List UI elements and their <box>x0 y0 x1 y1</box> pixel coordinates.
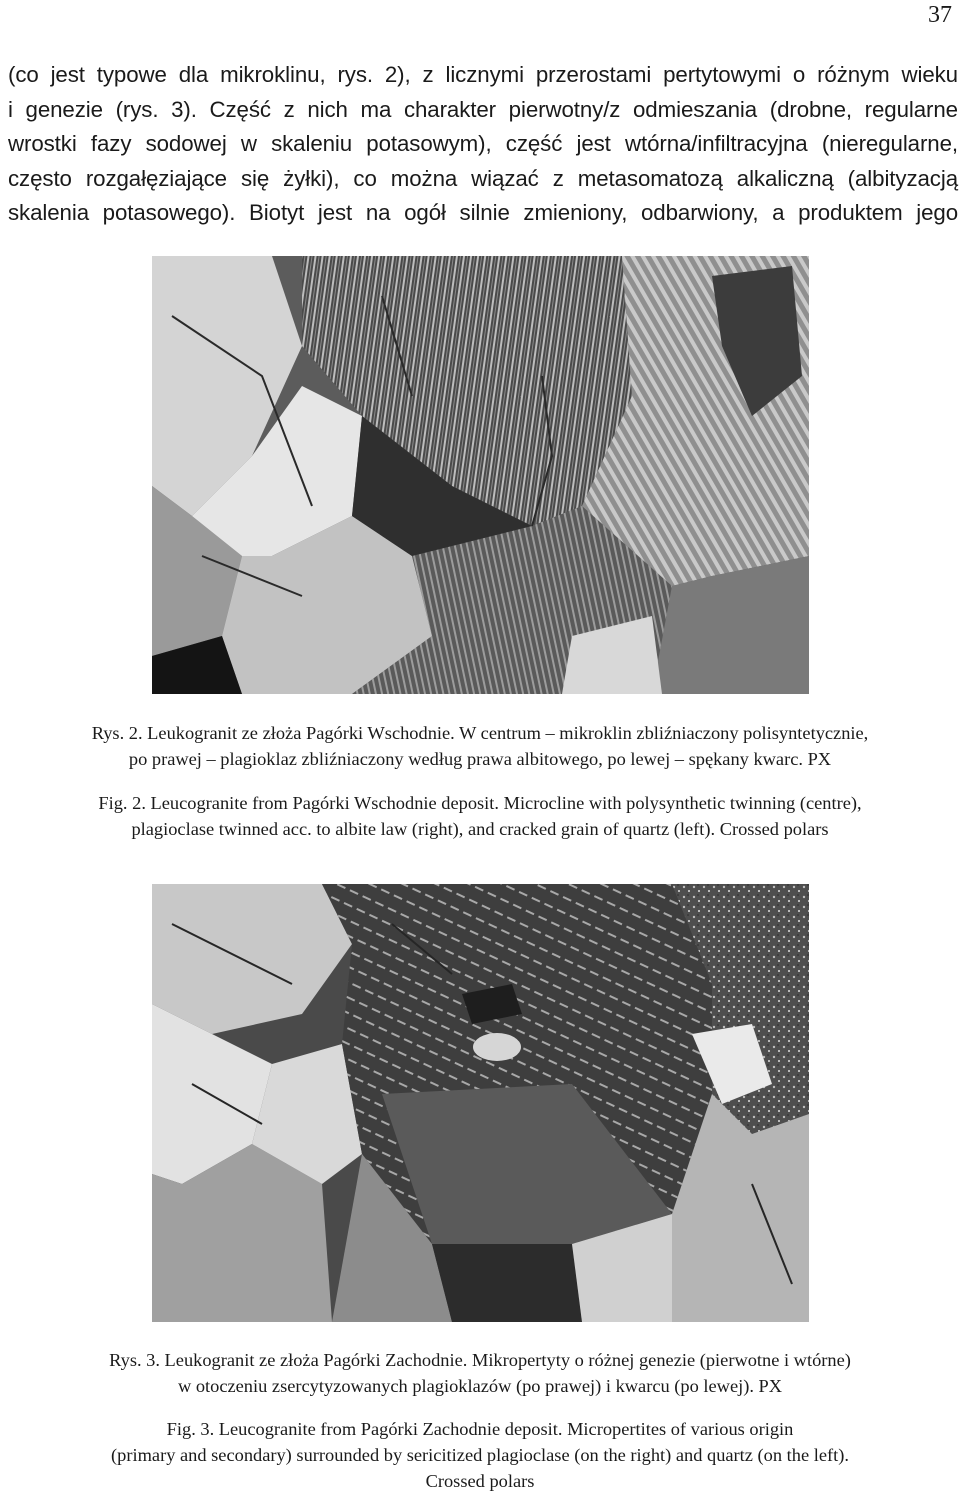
figure-2-caption-english <box>0 790 960 842</box>
figure-2-caption-polish <box>0 720 960 772</box>
figure-2-micrograph <box>152 256 809 694</box>
figure-3-caption-english <box>0 1416 960 1494</box>
micrograph-2-image <box>152 256 809 694</box>
caption-line: Crossed polars <box>425 1471 535 1491</box>
micrograph-3-image <box>152 884 809 1322</box>
caption-line: Fig. 2. Leucogranite from Pagórki Wschodnie deposit. Microcline with polysynthetic twinning (centre), <box>98 793 862 813</box>
body-line: skalenia potasowego). Biotyt jest na ogół silnie zmieniony, odbarwiony, a produktem jego <box>8 200 958 226</box>
caption-line: Fig. 3. Leucogranite from Pagórki Zachodnie deposit. Micropertites of various origin <box>166 1419 794 1439</box>
body-line: wrostki fazy sodowej w skaleniu potasowym), część jest wtórna/infiltracyjna (nieregularne, <box>8 131 958 157</box>
figure-3-caption-polish <box>0 1347 960 1399</box>
body-line: często rozgałęziające się żyłki), co można wiązać z metasomatozą alkaliczną (albityzacją <box>8 165 958 191</box>
caption-line: (primary and secondary) surrounded by sericitized plagioclase (on the right) and quartz (on the left). <box>111 1445 849 1465</box>
page-number: 37 <box>928 2 952 28</box>
caption-line: w otoczeniu zsercytyzowanych plagioklazów (po prawej) i kwarcu (po lewej). PX <box>177 1376 783 1396</box>
body-paragraph <box>8 58 958 231</box>
body-line: i genezie (rys. 3). Część z nich ma charakter pierwotny/z odmieszania (drobne, regularne <box>8 96 958 122</box>
caption-line: plagioclase twinned acc. to albite law (right), and cracked grain of quartz (left). Crossed polars <box>131 819 829 839</box>
caption-line: Rys. 3. Leukogranit ze złoża Pagórki Zachodnie. Mikropertyty o różnej genezie (pierwotne i wtórne) <box>109 1350 851 1370</box>
caption-line: Rys. 2. Leukogranit ze złoża Pagórki Wschodnie. W centrum – mikroklin zbliźniaczony polisyntetycznie, <box>91 723 869 743</box>
figure-3-micrograph <box>152 884 809 1322</box>
caption-line: po prawej – plagioklaz zbliźniaczony według prawa albitowego, po lewej – spękany kwarc. PX <box>128 749 832 769</box>
body-line: (co jest typowe dla mikroklinu, rys. 2), z licznymi przerostami pertytowymi o różnym wieku <box>8 62 958 87</box>
